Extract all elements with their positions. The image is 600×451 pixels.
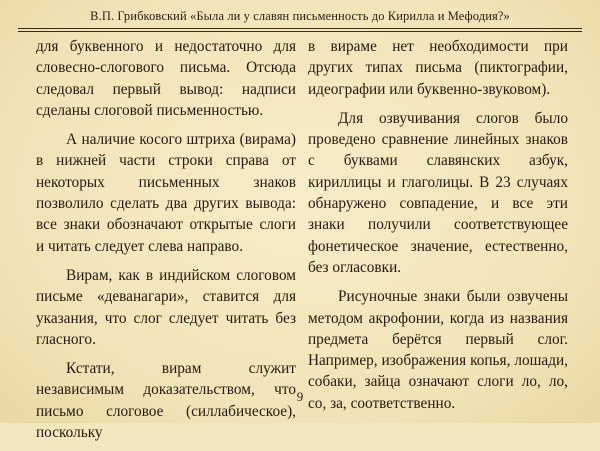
paragraph: Рисуночные знаки были озвучены методом акрофонии, когда из названия предмета берётся первый слог. Например, изображения копья, лошади, собаки, зайца означают слоги ло, ло, со, за, соответственно. bbox=[308, 288, 568, 412]
running-header: В.П. Грибковский «Была ли у славян письменность до Кирилла и Мефодия?» bbox=[90, 9, 510, 23]
right-column bbox=[308, 36, 568, 422]
paragraph: в вираме нет необходимости при других типах письма (пиктографии, идеографии или буквенно-звуковом). bbox=[308, 38, 568, 98]
page-number: 9 bbox=[296, 389, 304, 404]
paragraph: Вирам, как в индийском слоговом письме «деванагари», ставится для указания, что слог следует читать без гласного. bbox=[36, 266, 296, 348]
paragraph: А наличие косого штриха (вирама) в нижней части строки справа от некоторых письменных знаков позволило сделать два других вывода: все знаки обозначают открытые слоги и читать следует слева направо. bbox=[36, 131, 296, 255]
paragraph: Для озвучивания слогов было проведено сравнение линейных знаков с буквами славянских азбук, кириллицы и глаголицы. В 23 случаях обнаружено совпадение, и все эти знаки получили соответствующее фонетическое значение, естественно, без огласовки. bbox=[308, 109, 568, 276]
header-rule-bottom bbox=[18, 31, 582, 32]
paragraph: для буквенного и недостаточно для словесно-слогового письма. Отсюда следовал первый вывод: надписи сделаны слоговой письменностью. bbox=[36, 38, 296, 119]
paragraph: Кстати, вирам служит независимым доказательством, что письмо слоговое (силлабическое), поскольку bbox=[36, 360, 296, 442]
header-rule-top bbox=[18, 28, 582, 29]
